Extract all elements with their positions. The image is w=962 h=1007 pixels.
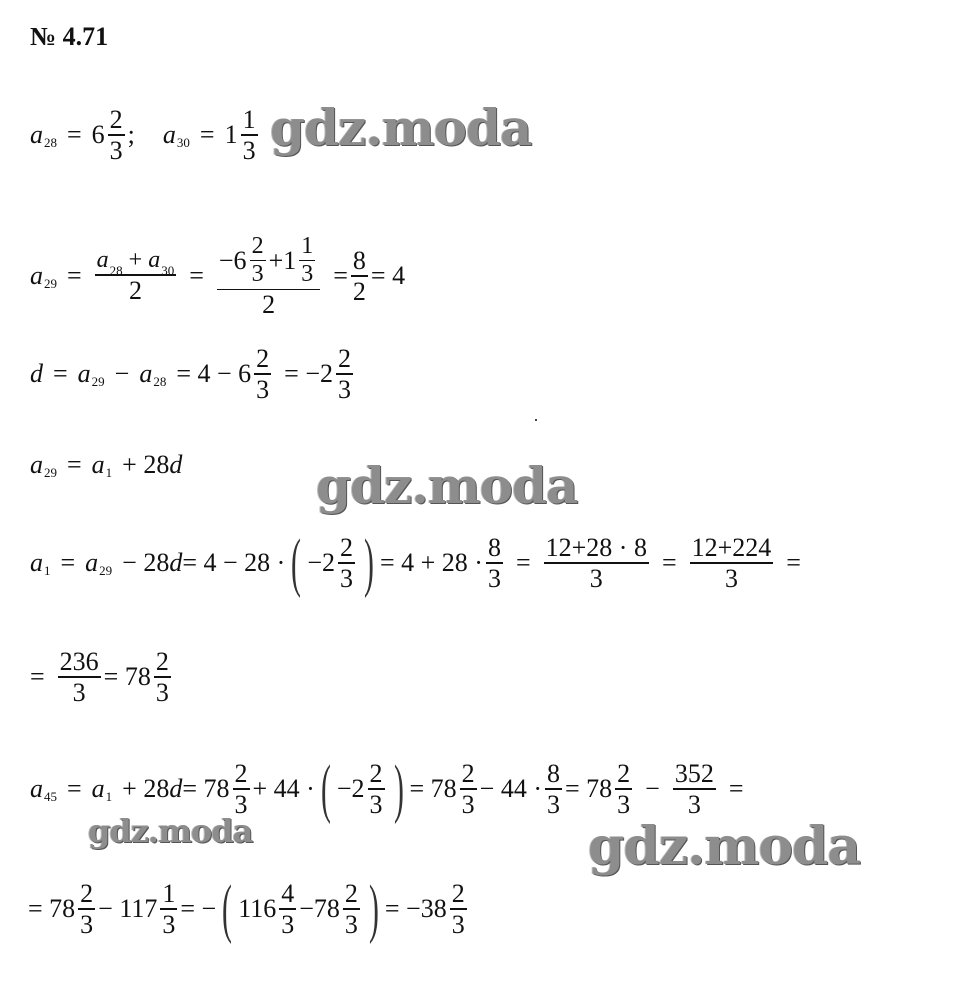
operator: = [333, 261, 348, 291]
subscript: 28 [44, 134, 57, 150]
result: = −2 [284, 358, 333, 388]
fraction: $\frac{2}{3}$ [234, 759, 248, 819]
expression: = 4 − 28 · [182, 548, 286, 577]
variable: d [30, 358, 43, 388]
variable: a [30, 548, 43, 577]
integer-part: 6 [91, 119, 105, 149]
operator: = [189, 261, 204, 291]
fraction: $\frac{8}{3}$ [546, 759, 560, 819]
expression: = 78 [182, 774, 230, 803]
fraction: $\frac{1}{3}$ [162, 879, 176, 939]
fraction: $\frac{2}{3}$ [369, 759, 383, 819]
equation-line-8 [28, 872, 470, 945]
fraction: $\frac{2}{3}$ [256, 344, 270, 404]
variable: a [162, 119, 176, 149]
result: = 4 [370, 261, 406, 291]
subscript: 29 [44, 465, 57, 480]
equation-line-1 [30, 106, 261, 164]
operator: = [661, 548, 677, 577]
operator: = [30, 661, 45, 691]
subscript: 1 [105, 465, 113, 480]
left-paren: ( [291, 526, 302, 599]
fraction: $\frac{12+224}{3}$ [691, 533, 772, 593]
subscript: 1 [105, 789, 113, 804]
expression: = 78 [28, 894, 76, 923]
fraction: $\frac{236}{3}$ [59, 647, 99, 707]
fraction: $\frac{2}{3}$ [617, 759, 631, 819]
operator: − [645, 774, 660, 803]
fraction: $\frac{2}{3}$ [109, 105, 123, 165]
expression: = 4 − 6 [176, 358, 252, 388]
stray-mark [535, 419, 537, 421]
variable: a [30, 450, 43, 479]
fraction: $\frac{2}{3}$ [461, 759, 475, 819]
integer-part: −2 [336, 774, 365, 803]
operator: = [728, 774, 744, 803]
fraction: $\frac{1}{3}$ [242, 105, 256, 165]
right-paren: ) [393, 752, 404, 825]
fraction-substituted: −6 $\frac{2}{3}$ +1 $\frac{1}{3}$ 2 [217, 234, 320, 318]
equation-line-2 [30, 234, 405, 318]
equation-line-6 [30, 648, 174, 706]
subscript: 29 [99, 563, 113, 578]
operator: = [199, 119, 215, 149]
subscript: 29 [91, 373, 105, 389]
variable: a [30, 774, 43, 803]
watermark: gdz.moda [316, 456, 578, 515]
operator: = [53, 358, 68, 388]
operator: = [515, 548, 531, 577]
expression: + 44 · [252, 774, 315, 803]
variable: a [30, 261, 43, 291]
fraction: $\frac{8}{3}$ [487, 533, 501, 593]
subscript: 45 [44, 789, 57, 804]
fraction: $\frac{2}{3}$ [155, 647, 169, 707]
expression: − 117 [98, 894, 158, 923]
fraction: $\frac{2}{3}$ [339, 533, 353, 593]
expression: −78 [299, 894, 340, 923]
result: = 78 [103, 661, 151, 691]
separator: ; [127, 119, 135, 149]
operator: = [67, 450, 82, 479]
variable: a [30, 119, 43, 149]
fraction: $\frac{2}{3}$ [338, 344, 351, 404]
expression: = − [180, 894, 217, 923]
expression: = 4 + 28 · [379, 548, 483, 577]
fraction: $\frac{12+28 \cdot 8}{3}$ [545, 533, 647, 593]
subscript: 28 [153, 373, 167, 389]
variable: d [169, 774, 183, 803]
fraction: $\frac{2}{3}$ [344, 879, 358, 939]
integer-part: 116 [238, 894, 277, 923]
subscript: 29 [44, 276, 57, 292]
watermark: gdz.moda [588, 816, 861, 877]
operator: = [67, 261, 82, 291]
integer-part: −2 [307, 548, 335, 577]
equation-line-5 [30, 526, 801, 599]
expression: = 78 [409, 774, 457, 803]
fraction-mean: $\frac{a_{28} + a_{30}}{2}$ [96, 247, 175, 305]
fraction: $\frac{8}{2}$ [352, 246, 366, 306]
variable: d [169, 450, 183, 479]
operator: − [114, 358, 130, 388]
expression: + 28 [122, 774, 170, 803]
result: = −38 [384, 894, 447, 923]
variable: a [85, 548, 99, 577]
expression: − 44 · [479, 774, 542, 803]
left-paren: ( [222, 872, 233, 945]
expression: + 28 [122, 450, 170, 479]
subscript: 30 [176, 134, 190, 150]
right-paren: ) [368, 872, 379, 945]
fraction: $\frac{2}{3}$ [80, 879, 94, 939]
fraction: $\frac{2}{3}$ [451, 879, 465, 939]
left-paren: ( [320, 752, 331, 825]
right-paren: ) [364, 526, 374, 599]
expression: − 28 [122, 548, 170, 577]
fraction: $\frac{4}{3}$ [281, 879, 295, 939]
variable: a [91, 774, 105, 803]
operator: = [67, 119, 82, 149]
watermark: gdz.moda [270, 98, 532, 157]
variable: a [139, 358, 153, 388]
subscript: 1 [44, 563, 51, 578]
variable: a [77, 358, 91, 388]
equation-line-3 [30, 345, 356, 403]
problem-number: № 4.71 [30, 22, 109, 51]
operator: = [60, 548, 76, 577]
variable: d [169, 548, 183, 577]
watermark: gdz.moda [88, 812, 253, 850]
integer-part: 1 [224, 119, 238, 149]
fraction: $\frac{352}{3}$ [674, 759, 714, 819]
variable: a [91, 450, 105, 479]
operator: = [786, 548, 801, 577]
equation-line-4 [30, 450, 182, 480]
operator: = [67, 774, 82, 803]
expression: = 78 [564, 774, 613, 803]
